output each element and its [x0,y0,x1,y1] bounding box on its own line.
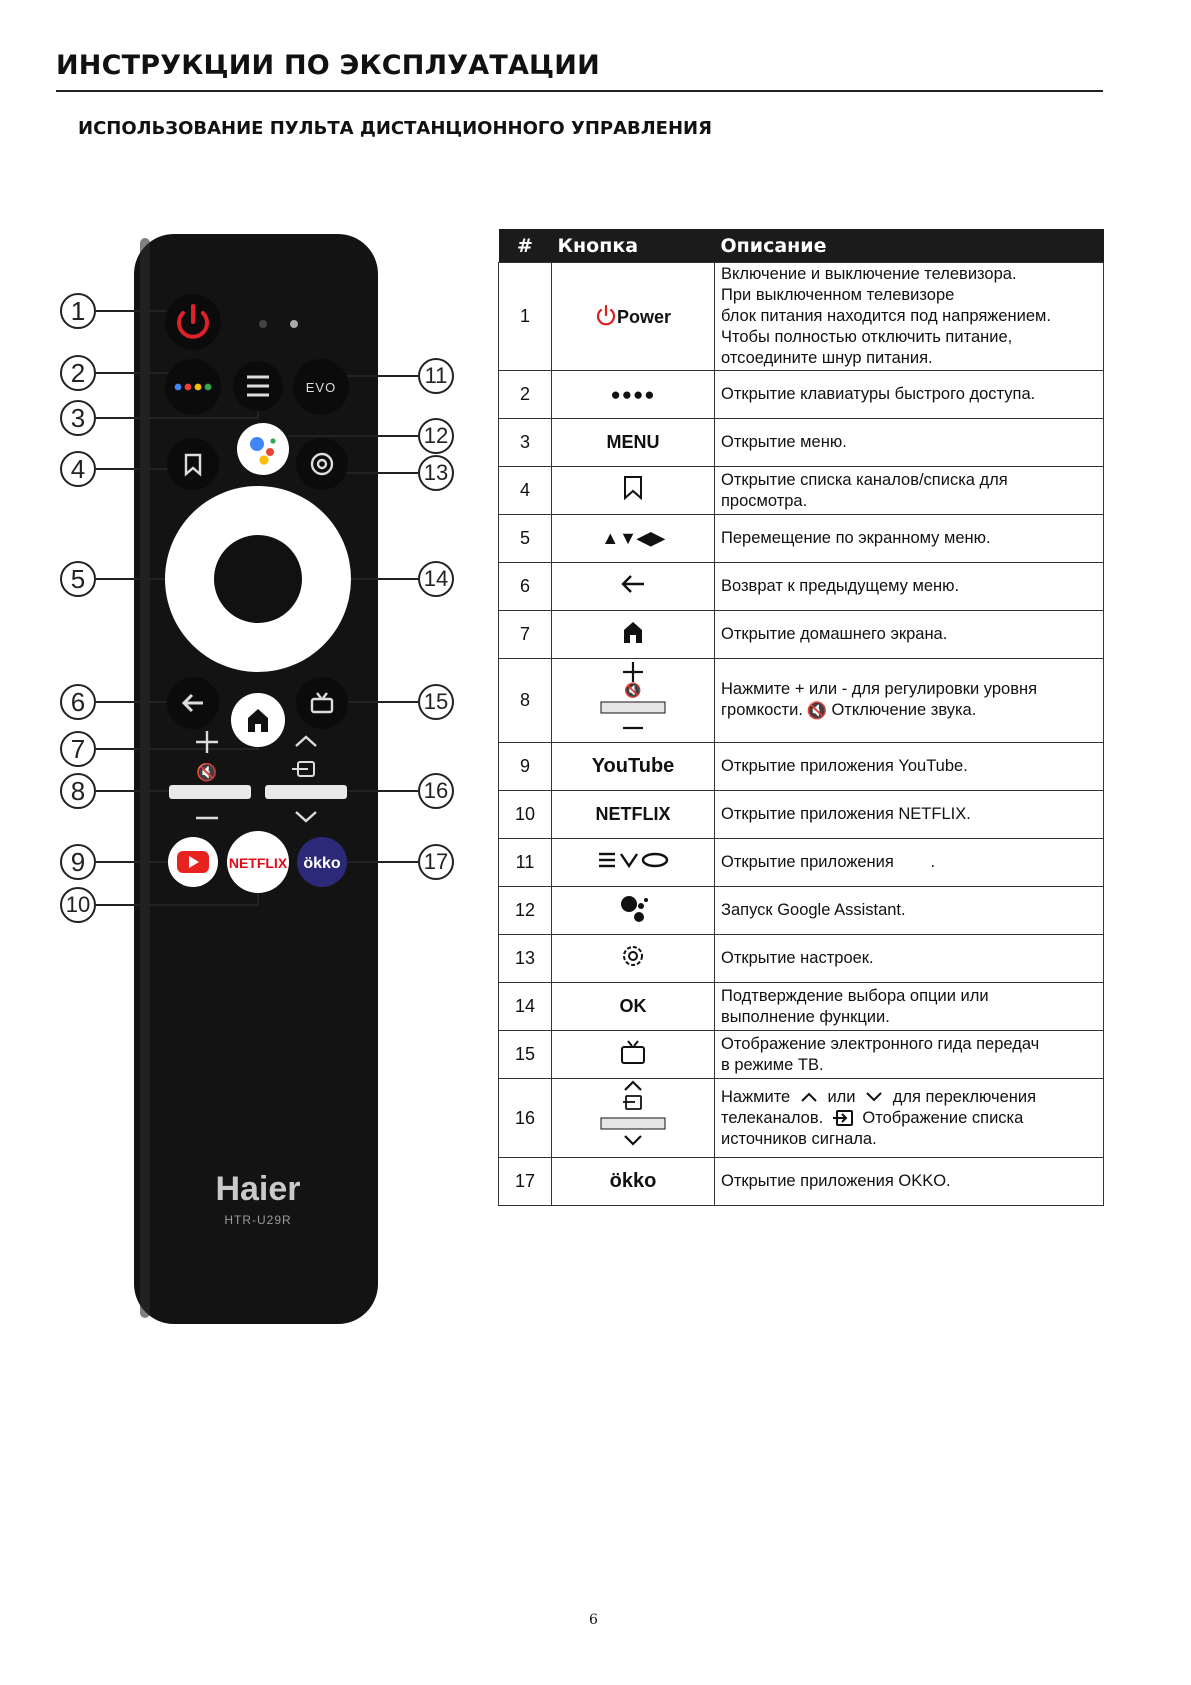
button-description-table [498,229,1104,1206]
remote-model: HTR-U29R [224,1213,292,1227]
callout-6: 6 [60,684,96,720]
row-number: 16 [499,1079,552,1158]
callout-14: 14 [418,561,454,597]
tv-guide-button [296,677,348,729]
desc-line: Открытие приложения YouTube. [715,743,1104,791]
table-row [499,611,1104,659]
table-row [499,935,1104,983]
svg-text:🔇: 🔇 [624,682,642,699]
desc-line: телеканалов. [721,1108,824,1127]
desc-line: Возврат к предыдущему меню. [715,563,1104,611]
desc-line: для переключения [892,1087,1037,1106]
row-number: 17 [499,1158,552,1206]
desc-line: При выключенном телевизоре [721,286,955,304]
volume-rocker-icon [597,662,669,734]
home-icon [622,620,644,644]
mute-icon: 🔇 [806,701,828,720]
desc-line: Открытие настроек. [715,935,1104,983]
button-label: Power [616,307,672,327]
chevron-up-icon [799,1091,819,1103]
row-number: 6 [499,563,552,611]
desc-line: Открытие приложения NETFLIX. [715,791,1104,839]
bookmark-button [167,438,219,490]
channel-rocker [265,785,347,799]
desc-line: просмотра. [721,491,808,510]
desc-line: в режиме ТВ. [721,1055,824,1074]
youtube-logo: YouTube [591,754,675,777]
table-header-row [499,229,1104,263]
table-row [499,263,1104,371]
button-label: OK [619,995,647,1016]
table-row [499,371,1104,419]
desc-line: выполнение функции. [721,1007,890,1026]
desc-line: Открытие домашнего экрана. [715,611,1104,659]
tv-icon [619,1039,647,1065]
desc-line: отсоедините шнур питания. [721,349,933,367]
desc-line: Чтобы полностью отключить питание, [721,328,1013,346]
callout-3: 3 [60,400,96,436]
chevron-down-icon [864,1091,884,1103]
callout-11: 11 [418,358,454,394]
table-row [499,839,1104,887]
dots-icon: ●●●● [610,384,656,404]
channel-rocker-icon [597,1080,669,1150]
settings-gear-icon [620,943,646,969]
page-title: ИНСТРУКЦИИ ПО ЭКСПЛУАТАЦИИ [56,50,600,81]
row-number: 9 [499,743,552,791]
button-label: MENU [606,431,660,452]
page-subtitle: ИСПОЛЬЗОВАНИЕ ПУЛЬТА ДИСТАНЦИОННОГО УПРАВЛЕНИЯ [78,118,712,139]
callout-10: 10 [60,887,96,923]
table-row [499,467,1104,515]
callout-17: 17 [418,844,454,880]
assistant-button [237,423,289,475]
row-number: 14 [499,983,552,1031]
row-number: 10 [499,791,552,839]
table-row [499,1031,1104,1079]
desc-line: блок питания находится под напряжением. [721,307,1051,325]
row-number: 7 [499,611,552,659]
callout-7: 7 [60,731,96,767]
evo-logo-icon [597,851,669,869]
desc-line: Включение и выключение телевизора. [721,265,1017,283]
evo-label: EVO [305,380,337,395]
callout-13: 13 [418,455,454,491]
desc-line: источников сигнала. [721,1129,877,1148]
desc-line: Открытие меню. [715,419,1104,467]
power-icon [595,304,617,326]
row-number: 12 [499,887,552,935]
desc-line: Подтверждение выбора опции или [721,986,989,1005]
desc-line: Отображение электронного гида передач [721,1034,1040,1053]
callout-9: 9 [60,844,96,880]
row-number: 8 [499,659,552,743]
table-row [499,1158,1104,1206]
callout-4: 4 [60,451,96,487]
row-number: 11 [499,839,552,887]
desc-line: Нажмите [721,1087,791,1106]
desc-line: громкости. [721,701,803,720]
netflix-logo: NETFLIX [595,803,671,824]
row-number: 15 [499,1031,552,1079]
header-button: Кнопка [552,229,715,263]
okko-logo: ökko [609,1169,657,1192]
table-row [499,983,1104,1031]
desc-line: Отключение звука. [831,701,977,720]
table-row [499,1079,1104,1158]
volume-rocker [169,785,251,799]
desc-line: Открытие списка каналов/списка для [721,470,1008,489]
desc-line: Запуск Google Assistant. [715,887,1104,935]
row-number: 5 [499,515,552,563]
mute-icon: 🔇 [196,763,218,783]
callout-16: 16 [418,773,454,809]
desc-line: Открытие клавиатуры быстрого доступа. [715,371,1104,419]
remote-brand: Haier [215,1170,301,1208]
row-number: 13 [499,935,552,983]
table-row [499,743,1104,791]
table-row [499,791,1104,839]
desc-line: или [827,1087,856,1106]
bookmark-icon [622,475,644,501]
arrows-icon: ▲▼◀▶ [601,527,665,548]
table-row [499,515,1104,563]
row-number: 4 [499,467,552,515]
google-assistant-icon [615,893,651,923]
table-row [499,419,1104,467]
callout-1: 1 [60,293,96,329]
callout-12: 12 [418,418,454,454]
callout-15: 15 [418,684,454,720]
okko-label: ökko [303,855,341,872]
desc-line: Отображение списка [862,1108,1024,1127]
row-number: 2 [499,371,552,419]
desc-line: Открытие приложения OKKO. [715,1158,1104,1206]
ok-button [214,535,302,623]
settings-button [296,438,348,490]
quick-access-button [165,359,221,415]
callout-2: 2 [60,355,96,391]
header-num: # [499,229,552,263]
netflix-label: NETFLIX [228,855,288,871]
table-row [499,563,1104,611]
desc-line: Перемещение по экранному меню. [715,515,1104,563]
row-number: 1 [499,263,552,371]
desc-line: Открытие приложения . [715,839,1104,887]
back-arrow-icon [619,573,647,595]
desc-line: Нажмите + или - для регулировки уровня [721,680,1038,699]
row-number: 3 [499,419,552,467]
header-description: Описание [715,229,1104,263]
page-number: 6 [589,1612,598,1628]
remote-illustration [0,0,480,1340]
table-row [499,887,1104,935]
input-source-icon [832,1109,854,1127]
callout-8: 8 [60,773,96,809]
table-row [499,659,1104,743]
callout-5: 5 [60,561,96,597]
